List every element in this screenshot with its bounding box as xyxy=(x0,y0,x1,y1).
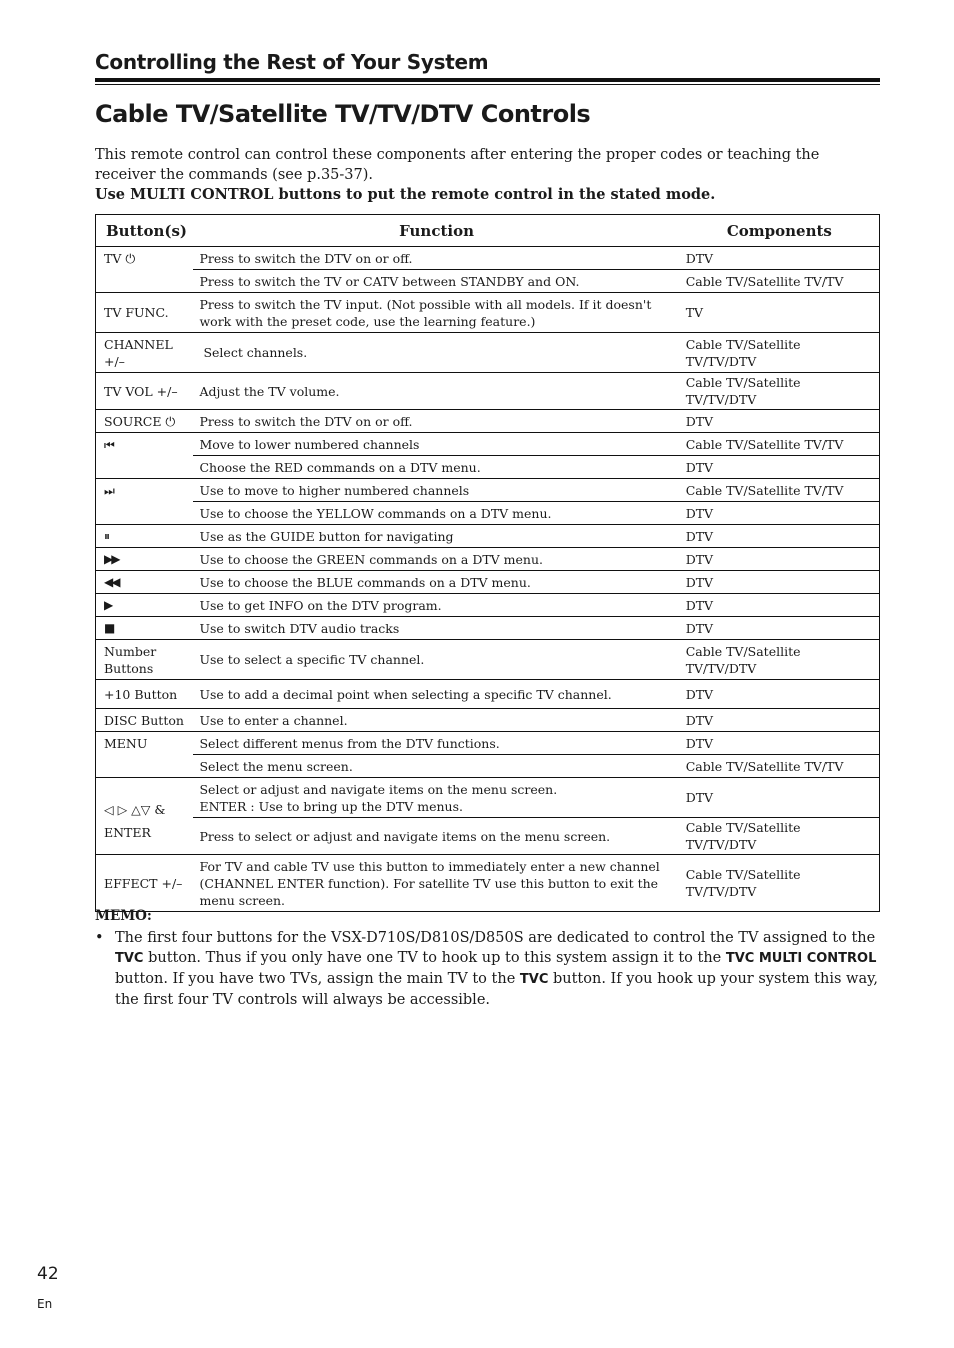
table-row xyxy=(96,617,880,640)
table-row xyxy=(96,433,880,456)
function-cell: Use to select a specific TV channel. xyxy=(193,640,679,680)
button-cell-number-buttons: Number Buttons xyxy=(96,640,194,680)
memo-key-tvc: TVC xyxy=(519,972,549,987)
button-cell-source-power: SOURCE ⏻ xyxy=(96,410,194,433)
components-cell: Cable TV/Satellite TV/TV/DTV xyxy=(685,867,801,899)
components-cell: Cable TV/Satellite TV/TV/DTV xyxy=(680,333,880,373)
components-cell: DTV xyxy=(680,548,880,571)
components-cell: Cable TV/Satellite TV/TV/DTV xyxy=(680,818,880,855)
function-cell: Press to switch the DTV on or off. xyxy=(193,247,679,270)
section-header: Controlling the Rest of Your System xyxy=(95,50,489,74)
components-cell: Cable TV/Satellite TV/TV/DTV xyxy=(680,640,880,680)
page-number: 42 xyxy=(37,1264,59,1284)
function-cell: Press to switch the TV input. (Not possible with all models. If it doesn't work with the preset code, use the learning feature.) xyxy=(193,293,679,333)
header-buttons: Button(s) xyxy=(96,215,194,247)
memo-text-part: button. If you have two TVs, assign the main TV to the xyxy=(115,971,520,987)
table-row xyxy=(96,333,880,373)
button-cell-effect: EFFECT +/– xyxy=(104,875,183,891)
function-cell: Adjust the TV volume. xyxy=(193,373,679,410)
table-row xyxy=(96,680,880,709)
components-cell: DTV xyxy=(680,778,880,818)
button-cell-rewind xyxy=(96,571,194,594)
table-row xyxy=(96,270,880,293)
components-cell: DTV xyxy=(680,709,880,732)
table-row xyxy=(96,571,880,594)
components-cell: Cable TV/Satellite TV/TV xyxy=(680,755,880,778)
components-cell: DTV xyxy=(680,571,880,594)
memo-text xyxy=(115,928,880,1010)
function-cell: Choose the RED commands on a DTV menu. xyxy=(193,456,679,479)
stop-icon: ■ xyxy=(104,621,114,635)
components-cell: Cable TV/Satellite TV/TV xyxy=(680,433,880,456)
intro-instruction: Use MULTI CONTROL buttons to put the remote control in the stated mode. xyxy=(95,186,716,203)
skip-forward-icon: ⏭ xyxy=(104,484,113,498)
button-cell-pause xyxy=(96,525,194,548)
table-row xyxy=(96,732,880,755)
table-row xyxy=(96,247,880,270)
components-cell: DTV xyxy=(680,680,880,709)
button-cell-arrows-enter: ◁ ▷ △▽ & ENTER xyxy=(96,778,194,855)
components-cell: Cable TV/Satellite TV/TV xyxy=(680,270,880,293)
function-line: Select or adjust and navigate items on the menu screen. xyxy=(199,781,558,797)
skip-back-icon: ⏮ xyxy=(104,438,113,452)
memo-text-part: button. If you hook up your system this way, the first four TV controls will always be accessible. xyxy=(115,971,878,1008)
header-components: Components xyxy=(680,215,880,247)
button-cell-channel: CHANNEL +/– xyxy=(96,333,194,373)
components-cell: DTV xyxy=(680,502,880,525)
button-cell-tv-power: TV ⏻ xyxy=(96,247,194,293)
function-cell: Select channels. xyxy=(193,333,679,373)
function-cell: Use to add a decimal point when selecting a specific TV channel. xyxy=(193,680,679,709)
memo-text-part: The first four buttons for the VSX-D710S/D810S/D850S are dedicated to control the TV assigned to the xyxy=(115,930,876,946)
button-cell-tv-vol: TV VOL +/– xyxy=(96,373,194,410)
components-cell: DTV xyxy=(680,456,880,479)
button-cell-next xyxy=(96,479,194,525)
table-row xyxy=(96,410,880,433)
play-icon: ▶ xyxy=(104,598,112,612)
table-row xyxy=(96,709,880,732)
function-cell: Use to choose the BLUE commands on a DTV menu. xyxy=(193,571,679,594)
function-cell: Press to select or adjust and navigate items on the menu screen. xyxy=(193,818,679,855)
button-cell-fast-forward xyxy=(96,548,194,571)
components-cell: TV xyxy=(680,293,880,333)
memo-key-tvc: TVC xyxy=(115,951,144,966)
memo-title: MEMO: xyxy=(95,908,152,924)
function-cell: Press to switch the DTV on or off. xyxy=(193,410,679,433)
table-row xyxy=(96,755,880,778)
memo-text-part: button. Thus if you only have one TV to hook up to this system assign it to the xyxy=(143,950,726,966)
table-row xyxy=(96,640,880,680)
memo-body xyxy=(95,928,880,1010)
table-row xyxy=(96,525,880,548)
table-header-row xyxy=(96,215,880,247)
table-row xyxy=(96,548,880,571)
header-rule-thin xyxy=(95,84,880,85)
header-rule-thick xyxy=(95,78,880,82)
function-cell xyxy=(193,778,679,818)
function-cell: Select the menu screen. xyxy=(193,755,679,778)
rewind-icon: ◀◀ xyxy=(104,575,119,589)
button-cell-prev xyxy=(96,433,194,479)
controls-table xyxy=(95,214,880,912)
table-row xyxy=(96,479,880,502)
function-cell: Use to switch DTV audio tracks xyxy=(193,617,679,640)
components-cell: DTV xyxy=(680,594,880,617)
function-cell: Press to switch the TV or CATV between STANDBY and ON. xyxy=(193,270,679,293)
components-cell: Cable TV/Satellite TV/TV/DTV xyxy=(680,373,880,410)
components-cell: DTV xyxy=(680,732,880,755)
button-cell-plus10: +10 Button xyxy=(96,680,194,709)
table-row xyxy=(96,373,880,410)
components-cell: DTV xyxy=(680,617,880,640)
table-row xyxy=(96,293,880,333)
header-function: Function xyxy=(193,215,679,247)
memo-key-tvc-multi-control: TVC MULTI CONTROL xyxy=(725,951,877,966)
page-language: En xyxy=(37,1297,53,1311)
fast-forward-icon: ▶▶ xyxy=(104,552,119,566)
table-row xyxy=(96,818,880,855)
button-cell-play xyxy=(96,594,194,617)
memo-bullet: • xyxy=(95,930,104,946)
function-cell: Use to enter a channel. xyxy=(193,709,679,732)
components-cell: DTV xyxy=(680,410,880,433)
table-row xyxy=(96,594,880,617)
pause-icon: ⏸ xyxy=(104,529,109,543)
function-cell: For TV and cable TV use this button to immediately enter a new channel (CHANNEL ENTER function). For satellite TV use this button to exit the menu screen. xyxy=(199,858,660,908)
page-title: Cable TV/Satellite TV/TV/DTV Controls xyxy=(95,100,591,128)
table-row xyxy=(96,778,880,818)
button-cell-tv-func: TV FUNC. xyxy=(96,293,194,333)
table-row xyxy=(96,855,880,912)
function-line: ENTER : Use to bring up the DTV menus. xyxy=(199,798,463,814)
function-cell: Use to move to higher numbered channels xyxy=(193,479,679,502)
components-cell: Cable TV/Satellite TV/TV xyxy=(680,479,880,502)
function-cell: Move to lower numbered channels xyxy=(193,433,679,456)
function-cell: Use to choose the GREEN commands on a DTV menu. xyxy=(193,548,679,571)
intro-paragraph: This remote control can control these components after entering the proper codes or teaching the receiver the commands (see p.35-37). xyxy=(95,147,820,183)
components-cell: DTV xyxy=(680,525,880,548)
button-cell-menu: MENU xyxy=(96,732,194,778)
function-cell: Use to choose the YELLOW commands on a DTV menu. xyxy=(193,502,679,525)
function-cell: Select different menus from the DTV functions. xyxy=(193,732,679,755)
table-row xyxy=(96,502,880,525)
function-cell: Use to get INFO on the DTV program. xyxy=(193,594,679,617)
table-row xyxy=(96,456,880,479)
button-cell-stop xyxy=(96,617,194,640)
function-cell: Use as the GUIDE button for navigating xyxy=(193,525,679,548)
components-cell: DTV xyxy=(680,247,880,270)
button-cell-disc: DISC Button xyxy=(96,709,194,732)
